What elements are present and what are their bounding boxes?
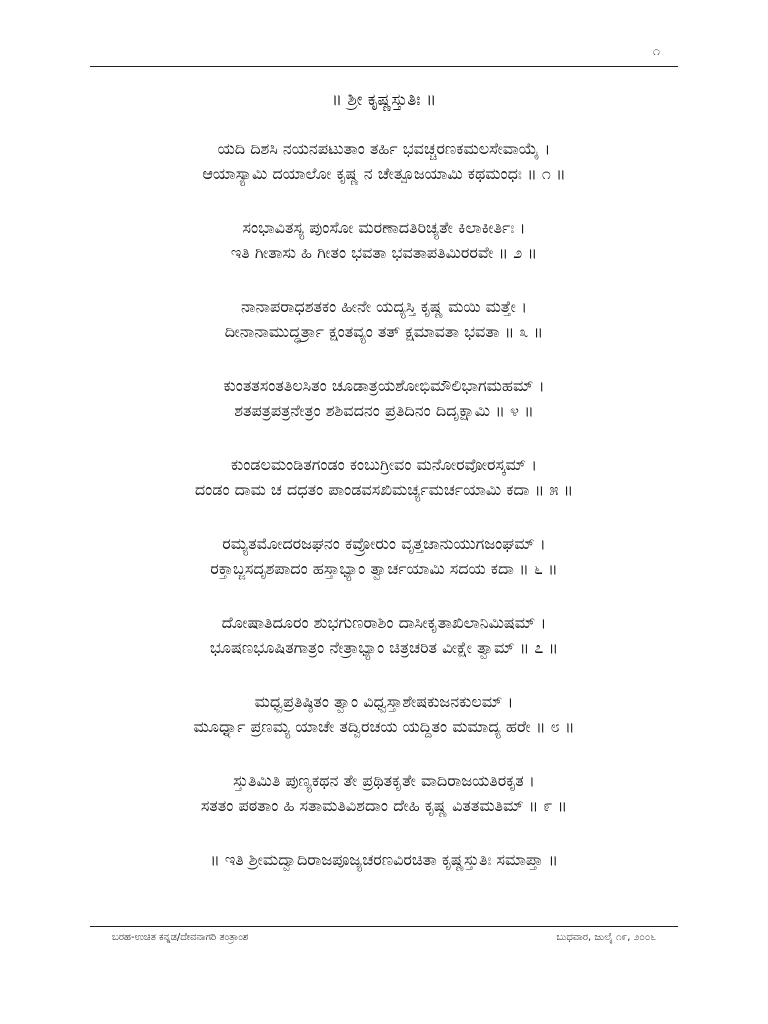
colophon: ॥ ಇತಿ ಶ್ರೀಮದ್ವಾದಿರಾಜಪೂಜ್ಯಚರಣವಿರಚಿತಾ ಕೃಷ್ಣಸ್ತುತಿಃ ಸಮಾಪ್ತಾ ॥ (209, 850, 558, 869)
verse-8 (90, 689, 678, 739)
verse-5 (90, 452, 678, 502)
verse-line: ಆಯಾಸ್ಯಾಮಿ ದಯಾಲೋ ಕೃಷ್ಣ ನ ಚೇತ್ಪೂಜಯಾಮಿ ಕಥಮಂಧಃ ॥ ೧ ॥ (202, 164, 566, 183)
verse-line: ಸಂಭಾವಿತಸ್ಯ ಪುಂಸೋ ಮರಣಾದತಿರಿಚ್ಯತೇ ಕಿಲಾಕೀರ್ತಿಃ । (242, 218, 526, 237)
verse-line: ಸ್ತುತಿಮಿತಿ ಪುಣ್ಯಕಥನ ತೇ ಪ್ರಥಿತಕೃತೇ ವಾದಿರಾಜಯತಿರಕೃತ । (233, 771, 535, 790)
verse-line: ದೋಷಾತಿದೂರಂ ಶುಭಗುಣರಾಶಿಂ ದಾಸೀಕೃತಾಖಿಲಾನಿಮಿಷಮ್ । (221, 613, 547, 632)
footer-software-note: ಬರಹ-ಉಚಿತ ಕನ್ನಡ/ದೇವನಾಗರಿ ತಂತ್ರಾಂಶ (112, 932, 249, 943)
verse-line: ಮೂರ್ಧ್ನಾ ಪ್ರಣಮ್ಯ ಯಾಚೇ ತದ್ವಿರಚಯ ಯದ್ದಿತಂ ಮಮಾದ್ಯ ಹರೇ ॥ ೮ ॥ (193, 717, 575, 736)
document-body (90, 88, 678, 872)
verse-line: ರಮ್ಯತಮೋದರಜಘನಂ ಕವ್ರೋರುಂ ವೃತ್ತಜಾನುಯುಗಜಂಘಮ್ । (222, 534, 546, 553)
header-rule (90, 66, 678, 67)
verse-line: ಮಧ್ವಪ್ರತಿಷ್ಠಿತಂ ತ್ವಾಂ ವಿಧ್ವಸ್ತಾಶೇಷಕುಜನಕುಲಮ್ । (254, 692, 514, 711)
verse-1 (90, 136, 678, 186)
verse-line: ಸತತಂ ಪಠತಾಂ ಹಿ ಸತಾಮತಿವಿಶದಾಂ ದೇಹಿ ಕೃಷ್ಣ ವಿತತಮತಿಮ್ ॥ ೯ ॥ (200, 796, 568, 815)
verse-line: ಕುಂಡಲಮಂಡಿತಗಂಡಂ ಕಂಬುಗ್ರೀವಂ ಮನೋರವೋರಸ್ಕಮ್ । (230, 455, 538, 474)
verse-2 (90, 215, 678, 265)
verse-line: ಶತಪತ್ರಪತ್ರನೇತ್ರಂ ಶಶಿವದನಂ ಪ್ರತಿದಿನಂ ದಿದೃಕ್ಷಾಮಿ ॥ ೪ ॥ (234, 401, 534, 420)
verse-line: ಯದಿ ದಿಶಸಿ ನಯನಪಟುತಾಂ ತರ್ಹಿ ಭವಚ್ಚರಣಕಮಲಸೇವಾಯೈ । (217, 139, 551, 158)
verse-7 (90, 610, 678, 660)
verse-6 (90, 531, 678, 581)
verse-line: ದಂಡಂ ದಾಮ ಚ ದಧತಂ ಪಾಂಡವಸಖಿಮರ್ಚ್ಯಮರ್ಚಯಾಮಿ ಕದಾ ॥ ೫ ॥ (194, 480, 574, 499)
verse-4 (90, 373, 678, 423)
verse-3 (90, 294, 678, 344)
page-number: ೧ (652, 44, 660, 59)
verse-line: ಭೂಷಣಭೂಷಿತಗಾತ್ರಂ ನೇತ್ರಾಭ್ಯಾಂ ಚಿತ್ರಚರಿತ ವೀಕ್ಷೇ ತ್ವಾಮ್ ॥ ೭ ॥ (209, 638, 559, 657)
verse-line: ರಕ್ತಾಬ್ಜಸದೃಶಪಾದಂ ಹಸ್ತಾಭ್ಯಾಂ ತ್ವಾರ್ಚಯಾಮಿ ಸದಯ ಕದಾ ॥ ೬ ॥ (210, 559, 558, 578)
footer-date: ಬುಧವಾರ, ಜುಲೈ ೧೯, ೨೦೦೬ (556, 932, 656, 943)
verse-line: ಕುಂತತಸಂತತಿಲಸಿತಂ ಚೂಡಾತ್ರಯಶೋಭಿಮೌಲಿಭಾಗಮಹಮ್ । (223, 376, 545, 395)
page-title: ॥ ಶ್ರೀ ಕೃಷ್ಣಸ್ತುತಿಃ ॥ (331, 90, 437, 110)
verse-line: ನಾನಾಪರಾಧಶತಕಂ ಹೀನೇ ಯದ್ಯಸ್ತಿ ಕೃಷ್ಣ ಮಯಿ ಮತ್ತೇ । (240, 297, 528, 316)
verse-9 (90, 768, 678, 818)
verse-line: ದೀನಾನಾಮುದ್ಧರ್ತ್ರಾ ಕ್ಷಂತವ್ಯಂ ತತ್ ಕ್ಷಮಾವತಾ ಭವತಾ ॥ ೩ ॥ (224, 322, 544, 341)
footer-rule (90, 926, 678, 927)
verse-line: ಇತಿ ಗೀತಾಸು ಹಿ ಗೀತಂ ಭವತಾ ಭವತಾಪತಿಮಿರರವೇ ॥ ೨ ॥ (230, 243, 538, 262)
